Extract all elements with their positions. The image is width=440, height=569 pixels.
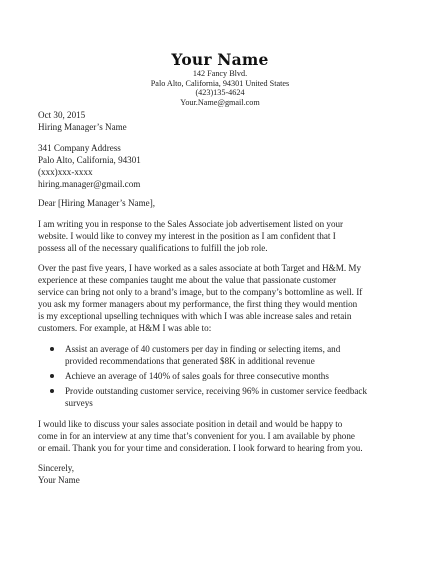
paragraph-intro — [38, 218, 410, 254]
paragraph-line: experience at these companies taught me about the value that passionate customer — [38, 275, 337, 286]
bullet-icon — [50, 374, 54, 378]
paragraph-line: or email. Thank you for your time and consideration. I look forward to hearing from you. — [38, 442, 363, 453]
sender-street: 142 Fancy Blvd. — [192, 69, 248, 78]
recipient-address-2: Palo Alto, California, 94301 — [38, 154, 141, 165]
salutation: Dear [Hiring Manager’s Name], — [38, 198, 155, 209]
letter-header — [0, 50, 440, 107]
recipient-email: hiring.manager@gmail.com — [38, 178, 141, 189]
paragraph-line: customers. For example, at H&M I was able to: — [38, 323, 212, 334]
paragraph-line: is my exceptional upselling techniques with which I was able increase sales and retain — [38, 311, 352, 322]
sender-phone: (423)135-4624 — [195, 88, 245, 98]
list-item — [38, 343, 410, 367]
list-item-line: Assist an average of 40 customers per day in finding or selecting items, and — [65, 343, 341, 354]
list-item — [38, 370, 410, 382]
signature-name: Your Name — [38, 475, 80, 486]
bullet-icon — [50, 389, 54, 393]
sender-name: Your Name — [171, 50, 269, 69]
letter-body — [38, 109, 410, 486]
paragraph-line: come in for an interview at any time that’s convenient for you. I am available by phone — [38, 430, 355, 441]
sender-city: Palo Alto, California, 94301 United States — [150, 78, 290, 88]
paragraph-line: Over the past five years, I have worked as a sales associate at both Target and H&M. My — [38, 263, 362, 274]
sender-email: Your.Name@gmail.com — [180, 97, 260, 107]
recipient-address-1: 341 Company Address — [38, 142, 121, 153]
recipient-name: Hiring Manager’s Name — [38, 122, 127, 132]
list-item-line: Provide outstanding customer service, receiving 96% in customer service feedback — [65, 385, 368, 396]
paragraph-line: I am writing you in response to the Sales Associate job advertisement listed on your — [38, 218, 344, 229]
list-item-line: Achieve an average of 140% of sales goals for three consecutive months — [65, 370, 329, 381]
list-item-line: surveys — [65, 397, 93, 408]
paragraph-line: I would like to discuss your sales associate position in detail and would be happy to — [38, 418, 343, 429]
list-item-line: provided recommendations that generated $8K in additional revenue — [65, 355, 315, 366]
paragraph-experience — [38, 262, 410, 334]
paragraph-line: website. I would like to convey my interest in the position as I am confident that I — [38, 230, 336, 241]
paragraph-line: possess all of the necessary qualifications to fulfill the job role. — [38, 242, 268, 253]
paragraph-line: you ask my former managers about my performance, the first thing they would mention — [38, 299, 358, 310]
achievements-list — [38, 343, 410, 409]
letter-date: Oct 30, 2015 — [38, 110, 86, 120]
recipient-phone: (xxx)xxx-xxxx — [38, 166, 93, 177]
closing: Sincerely, — [38, 463, 75, 474]
list-item — [38, 385, 410, 409]
bullet-icon — [50, 347, 54, 351]
paragraph-line: service can bring not only to a brand’s image, but to the company’s bottomline as well. If — [38, 287, 363, 298]
paragraph-closing — [38, 418, 410, 454]
